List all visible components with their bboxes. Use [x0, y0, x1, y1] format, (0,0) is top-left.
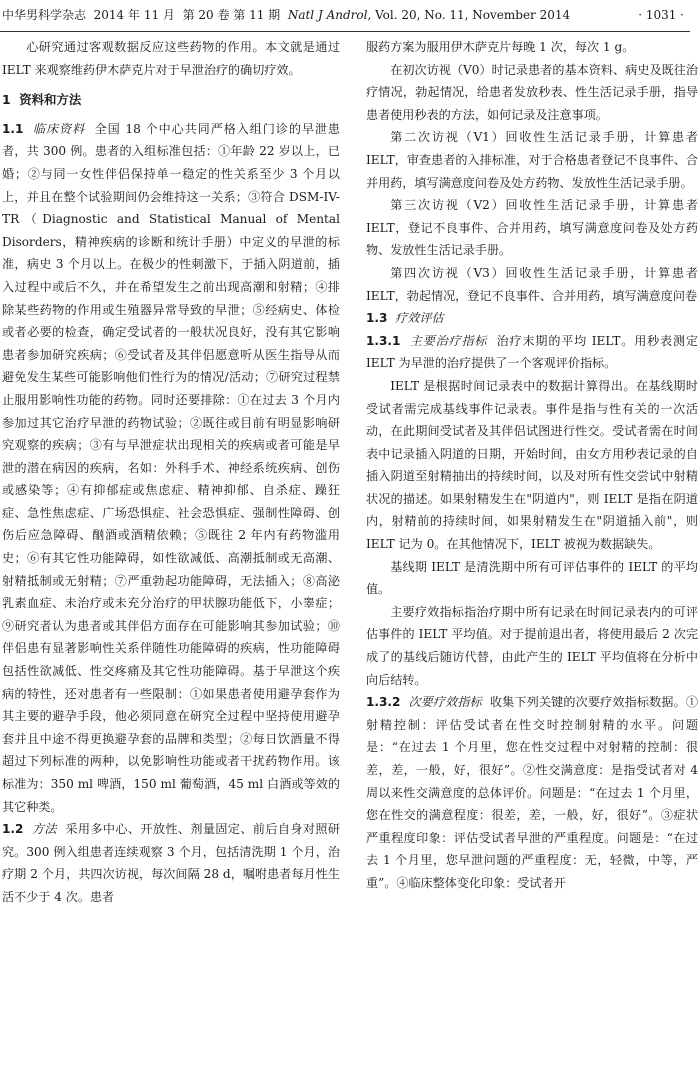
- header-left: [2, 0, 570, 30]
- subsection-1-3-2-label: 次要疗效指标: [408, 695, 482, 710]
- right-column: [366, 36, 698, 895]
- subsection-1-3-2-number: 1.3.2: [366, 695, 401, 710]
- volume-en: , Vol. 20, No. 11, November 2014: [367, 8, 571, 22]
- section-1-title: 资料和方法: [19, 92, 82, 108]
- subsection-1-1-label: 临床资料: [32, 121, 86, 136]
- visit-v2-paragraph: 第三次访视（V2）回收性生活记录手册，计算患者 IELT，登记不良事件、合并用药，填写满意度问卷及处方药物、发放性生活记录手册。: [366, 198, 698, 258]
- subsection-1-1-number: 1.1: [2, 121, 24, 136]
- visit-v3-paragraph: 第四次访视（V3）回收性生活记录手册，计算患者 IELT，勃起情况，登记不良事件、合并用药，填写满意度问卷: [366, 265, 698, 303]
- subsection-1-3-1-number: 1.3.1: [366, 333, 401, 348]
- subsection-1-1: [2, 118, 340, 818]
- subsection-1-1-text: 全国 18 个中心共同严格入组门诊的早泄患者，共 300 例。患者的入组标准包括：①年龄 22 岁以上，已婚；②与同一女性伴侣保持单一稳定的性关系至少 3 个月以上，并且在整个试验期间仍会维持这一关系；③符合 DSM-IV-TR（Diagnostic and Statistical Manual of Mental Disorders，精神疾病的诊断和统计手册）中定义的早泄的标准，病史 3 个月以上。在极少的性刺激下，于插入阴道前，插入过程中或后不久，并在希望发生之前出现高潮和射精；④排除某些药物的作用或生殖器异常导致的早泄；⑤经病史、体检或者必要的检查，确定受试者的一般状况良好，没有其它影响患者参加研究疾病；⑥受试者及其伴侣愿意听从医生指导从而避免发生某些可能影响他们性行为的情况/活动；⑦研究过程禁止服用影响性功能的药物。同时还要排除：①在过去 3 个月内参加过其它治疗早泄的药物试验；②既往或目前有明显影响研究观察的疾病；③有与早泄症状出现相关的疾病或者可能是早泄的潜在病因的疾病，名如：外科手术、神经系统疾病、创伤或感染等；④有抑郁症或焦虑症、精神抑郁、自杀症、躁狂症、急性焦虑症、广场恐惧症、社会恐惧症、强制性障碍、创伤后应急障碍、酗酒或酒精依赖；⑤既往 2 年内有药物滥用史；⑥有其它性功能障碍，如性欲减低、高潮抵制或无高潮、射精抵制或无射精；⑦严重勃起功能障碍，无法插入；⑧高泌乳素血症、未治疗或未充分治疗的甲状腺功能低下，小睾症；⑨研究者认为患者或其伴侣方面存在可能影响其参加试验；⑩伴侣患有显著影响性关系伴随性功能障碍的疾病，性功能障碍包括性欲减低、性交疼痛及其它性功能障碍。基于早泄这个疾病的特性，还对患者有一些限制：①如果患者使用避孕套作为其主要的避孕手段，他必须同意在研究全过程中坚持使用避孕套并且中途不得更换避孕套的品牌和类型；②每日饮酒量不得超过下列标准的两种，以免影响性功能或者干扰药物作用。该标准为：350 ml 啤酒，150 ml 葡萄酒，45 ml 白酒或等效的其它种类。: [2, 121, 340, 814]
- page-number: · 1031 ·: [638, 8, 684, 22]
- subsection-1-3-2-text: 收集下列关键的次要疗效指标数据。①射精控制：评估受试者在性交时控制射精的水平。问题是：“在过去 1 个月里，您在性交过程中对射精的控制：很差，差，一般，好，很好”。②性交满意度：是指受试者对 4 周以来性交满意度的总体评价。问题是：“在过去 1 个月里，您在性交的满意程度：很差，差，一般，好，很好”。③症状严重程度印象：评估受试者早泄的严重程度。问题是：“在过去 1 个月里，您早泄问题的严重程度：无，轻微，中等，严重”。④临床整体变化印象：受试者开: [366, 695, 698, 890]
- subsection-1-3-label: 疗效评估: [395, 311, 444, 326]
- subsection-1-2-number: 1.2: [2, 822, 24, 837]
- volume-cn: 第 20 卷 第 11 期: [182, 8, 281, 22]
- visit-v0-paragraph: 在初次访视（V0）时记录患者的基本资料、病史及既往治疗情况，勃起情况，给患者发放秒表、性生活记录手册，指导患者使用秒表的方法，如何记录及注意事项。: [366, 62, 698, 122]
- baseline-ielt-paragraph: 基线期 IELT 是清洗期中所有可评估事件的 IELT 的平均值。: [366, 559, 698, 597]
- journal-name-en: Natl J Androl: [287, 8, 368, 22]
- subsection-1-3-1-label: 主要治疗指标: [409, 333, 488, 348]
- subsection-1-3-number: 1.3: [366, 311, 388, 326]
- subsection-1-3-heading: [366, 307, 698, 330]
- left-column: [2, 36, 340, 909]
- dosing-paragraph: 服药方案为服用伊木萨克片每晚 1 次，每次 1 g。: [366, 40, 635, 54]
- visit-v1-paragraph: 第二次访视（V1）回收性生活记录手册，计算患者 IELT，审查患者的入排标准，对于合格患者登记不良事件、合并用药，填写满意度问卷及处方药物、发放性生活记录手册。: [366, 130, 698, 190]
- primary-endpoint-paragraph: 主要疗效指标指治疗期中所有记录在时间记录表内的可评估事件的 IELT 平均值。对于提前退出者，将使用最后 2 次完成了的基线后随访代替，由此产生的 IELT 平均值将在分析中向后结转。: [366, 604, 698, 687]
- intro-paragraph: 心研究通过客观数据反应这些药物的作用。本文就是通过 IELT 来观察维药伊木萨克片对于早泄治疗的确切疗效。: [2, 40, 340, 77]
- subsection-1-2-label: 方法: [31, 822, 57, 837]
- subsection-1-2: [2, 818, 340, 908]
- header-rule: [0, 31, 690, 32]
- section-1-heading: [2, 89, 340, 112]
- section-1-number: 1: [2, 92, 11, 108]
- journal-name-cn: 中华男科学杂志: [2, 8, 87, 22]
- subsection-1-3-1: [366, 330, 698, 375]
- subsection-1-3-2: [366, 691, 698, 894]
- running-header: [0, 0, 700, 30]
- issue-date-cn: 2014 年 11 月: [93, 8, 175, 22]
- subsection-1-2-text: 采用多中心、开放性、剂量固定、前后自身对照研究。300 例入组患者连续观察 3 个月，包括清洗期 1 个月，治疗期 2 个月，共四次访视，每次间隔 28 d，嘱咐患者每月性生活不少于 4 次。患者: [2, 822, 340, 904]
- subsection-1-3-1-text: 治疗末期的平均 IELT。用秒表测定 IELT 为早泄的治疗提供了一个客观评价指标。: [366, 333, 698, 371]
- ielt-definition-paragraph: IELT 是根据时间记录表中的数据计算得出。在基线期时受试者需完成基线事件记录表。事件是指与性有关的一次活动，在此期间受试者及其伴侣试图进行性交。受试者需在时间表中记录插入阴道的日期，开始时间，由女方用秒表记录的自插入阴道至射精抽出的持续时间，以及对所有性交尝试中射精状况的描述。如果射精发生在"阴道内"，则 IELT 是指在阴道内，射精前的持续时间，如果射精发生在"阴道插入前"，则 IELT 记为 0。在其他情况下，IELT 被视为数据缺失。: [366, 378, 698, 552]
